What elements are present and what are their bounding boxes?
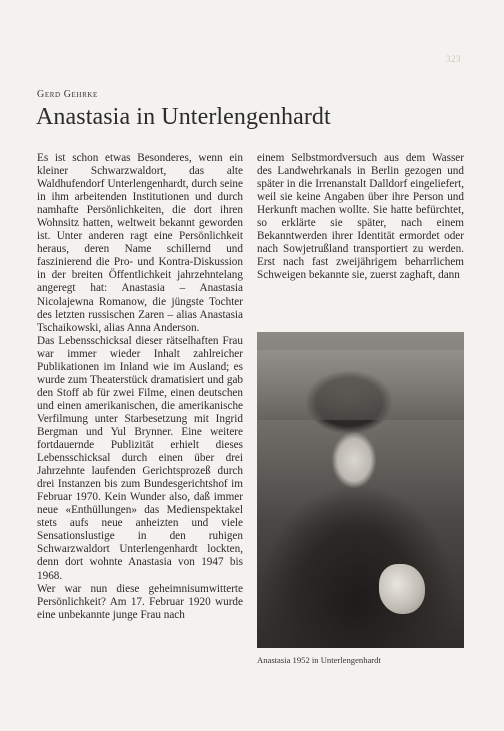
right-column [257, 152, 464, 282]
photo-background-car [257, 350, 464, 420]
photo-handkerchief [379, 564, 425, 614]
left-column [37, 152, 243, 622]
author-name: Gerd Gehrke [37, 89, 98, 100]
paragraph: Das Lebensschicksal dieser rätselhaften Frau war immer wieder Inhalt zahlreicher Publikationen im Inland wie im Ausland; es wurde zum Theaterstück dramatisiert und gab den Stoff ab für zwei Filme, einen deutschen und einen amerikanischen, die amerikanische Verfilmung unter Starbesetzung mit Ingrid Bergman und Yul Brynner. Eine weitere fortdauernde Publizität erhielt dieses Lebensschicksal durch einen über drei Jahrzehnte laufenden Gerichtsprozeß durch drei Instanzen bis zum Bundesgerichtshof im Februar 1970. Kein Wunder also, daß immer neue «Enthüllungen» das Medienspektakel stets aufs neue anheizten und viele Sensationslustige in den ruhigen Schwarzwaldort Unterlengenhardt lockten, denn dort wohnte Anastasia von 1947 bis 1968. [37, 334, 243, 582]
paragraph: Wer war nun diese geheimnisumwitterte Persönlichkeit? Am 17. Februar 1920 wurde eine unbekannte junge Frau nach [37, 582, 243, 621]
portrait-photo [257, 332, 464, 648]
paragraph: Es ist schon etwas Besonderes, wenn ein kleiner Schwarzwaldort, das alte Waldhufendorf Unterlengenhardt, durch seine in ihm arbeitenden Institutionen und durch namhafte Persönlichkeiten, die dort ihren Wohnsitz hatten, weltweit bekannt geworden ist. Unter anderen ragt eine Persönlichkeit heraus, deren Name schillernd und faszinierend die Pro- und Kontra-Diskussion in der breiten Öffentlichkeit jahrzehntelang angeregt hat: Anastasia – Anastasia Nicolajewna Romanow, die jüngste Tochter des letzten russischen Zaren – alias Anastasia Tschaikowski, alias Anna Anderson. [37, 152, 243, 334]
page-number: 323 [446, 54, 461, 64]
paragraph: einem Selbstmordversuch aus dem Wasser des Landwehrkanals in Berlin gezogen und später in die Irrenanstalt Dalldorf eingeliefert, weil sie keine Angaben über ihre Person und Herkunft machen wollte. Sie hatte befürchtet, so erklärte sie später, nach einem Bekanntwerden ihrer Identität ermordet oder nach Sowjetrußland transportiert zu werden. Erst nach fast zweijährigem beharrlichem Schweigen bekannte sie, zuerst zaghaft, dann [257, 152, 464, 282]
photo-caption: Anastasia 1952 in Unterlengenhardt [257, 655, 381, 665]
article-title: Anastasia in Unterlengenhardt [36, 104, 331, 130]
